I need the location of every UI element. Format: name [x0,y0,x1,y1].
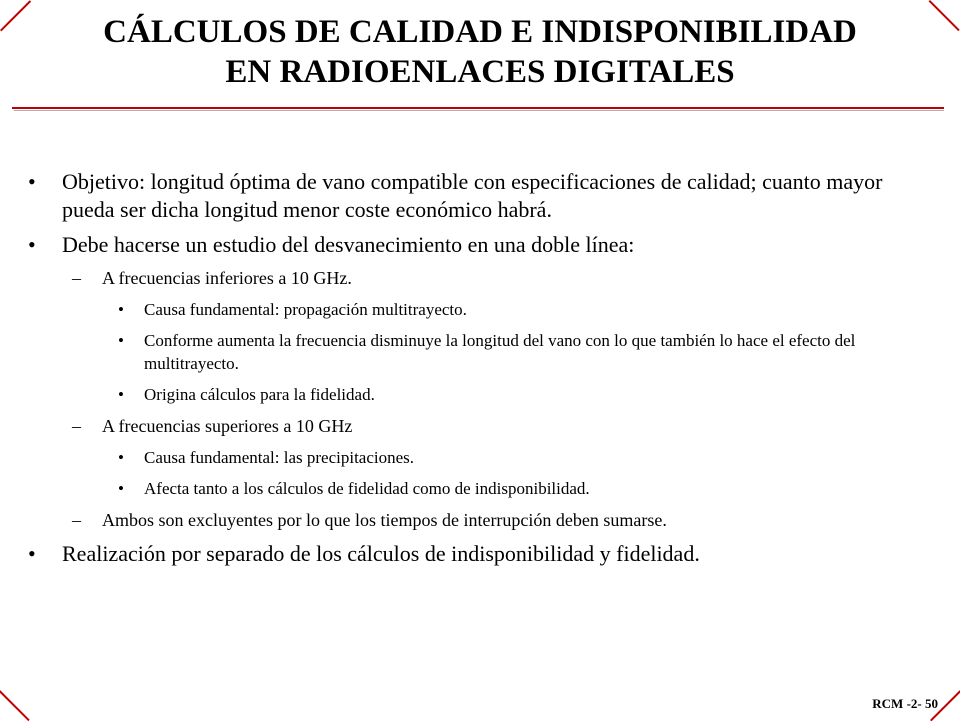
slide-content [26,168,926,575]
bullet-dot: • [118,448,124,467]
bullet-text: Causa fundamental: propagación multitrayecto. [144,300,467,319]
bullet-objective [26,168,926,224]
sub-sub-bullet [26,383,926,406]
bullet-text: Ambos son excluyentes por lo que los tiempos de interrupción deben sumarse. [102,510,667,530]
bullet-text: A frecuencias inferiores a 10 GHz. [102,268,352,288]
bullet-dot: • [118,300,124,319]
bullet-fading-study [26,231,926,259]
bullet-dot: • [118,479,124,498]
bullet-text: Afecta tanto a los cálculos de fidelidad como de indisponibilidad. [144,479,590,498]
bullet-text: Debe hacerse un estudio del desvanecimiento en una doble línea: [62,232,635,257]
corner-decoration-bottom-left [0,690,30,721]
sub-bullet-exclusive [26,508,926,532]
bullet-text: Conforme aumenta la frecuencia disminuye la longitud del vano con lo que también lo hace el efecto del multitrayecto. [144,331,856,373]
bullet-dot: • [28,169,36,194]
bullet-text: Origina cálculos para la fidelidad. [144,385,375,404]
title-underline [12,107,944,109]
bullet-dot: • [28,232,36,257]
bullet-dot: • [28,541,36,566]
bullet-dot: • [118,385,124,404]
sub-bullet-low-frequencies [26,266,926,290]
sub-sub-bullet [26,446,926,469]
title-line-1: CÁLCULOS DE CALIDAD E INDISPONIBILIDAD [103,14,857,50]
bullet-text: Objetivo: longitud óptima de vano compatible con especificaciones de calidad; cuanto mayor pueda ser dicha longitud menor coste económico habrá. [62,169,883,222]
bullet-separate-calculations [26,540,926,568]
bullet-dot: • [118,331,124,350]
bullet-text: Realización por separado de los cálculos de indisponibilidad y fidelidad. [62,541,700,566]
title-underline-shadow [14,110,944,111]
sub-sub-bullet [26,477,926,500]
title-line-2: EN RADIOENLACES DIGITALES [225,54,735,90]
sub-sub-bullet [26,329,926,375]
bullet-text: A frecuencias superiores a 10 GHz [102,416,353,436]
bullet-dash: – [72,268,81,288]
slide-title [0,12,960,92]
slide-footer: RCM -2- 50 [872,696,938,711]
bullet-text: Causa fundamental: las precipitaciones. [144,448,415,467]
bullet-dash: – [72,510,81,530]
sub-bullet-high-frequencies [26,414,926,438]
sub-sub-bullet [26,298,926,321]
bullet-dash: – [72,416,81,436]
